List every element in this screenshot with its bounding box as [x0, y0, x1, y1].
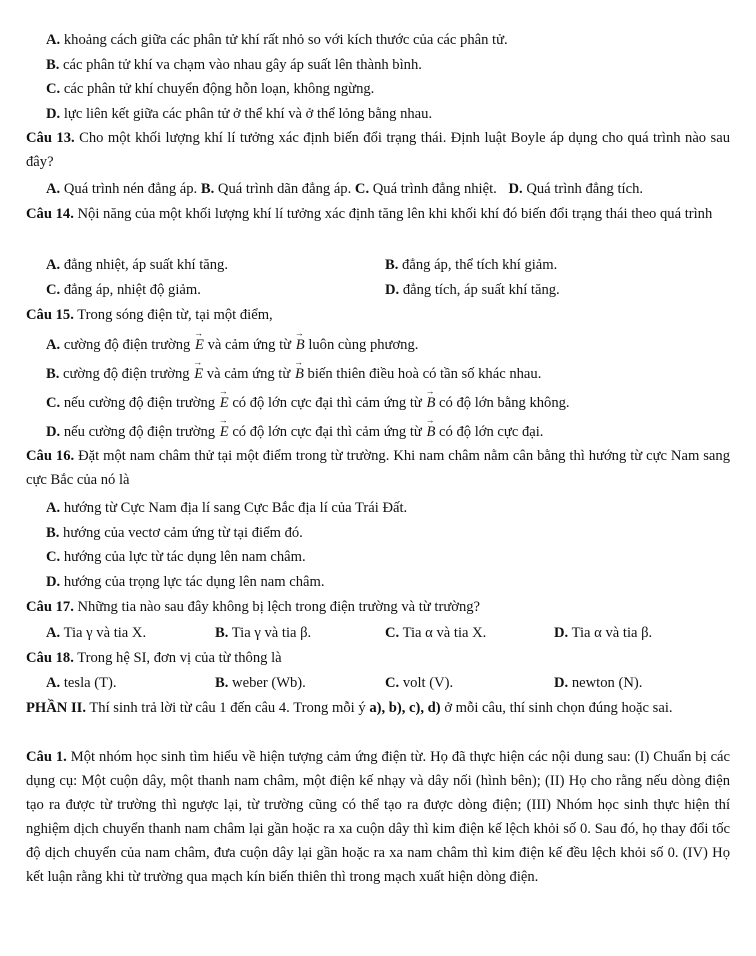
q17-option-b: B. Tia γ và tia β.	[215, 625, 312, 641]
q15-stem: Câu 15. Trong sóng điện từ, tại một điểm,	[26, 307, 273, 323]
q12-option-d: D. lực liên kết giữa các phân tử ở thể khí và ở thể lỏng bằng nhau.	[46, 106, 433, 122]
part2-instructions: PHẦN II. Thí sinh trả lời từ câu 1 đến câu 4. Trong mỗi ý a), b), c), d) ở mỗi câu, thí sinh chọn đúng hoặc sai.	[26, 700, 673, 716]
q17-stem: Câu 17. Những tia nào sau đây không bị lệch trong điện trường và từ trường?	[26, 599, 481, 615]
q13-stem: Câu 13. Cho một khối lượng khí lí tưởng xác định biến đổi trạng thái. Định luật Boyle áp dụng cho quá trình nào sau đây?	[26, 130, 731, 170]
q13-option-d: D. Quá trình đẳng tích.	[508, 181, 644, 197]
q12-option-c: C. các phân tử khí chuyển động hỗn loạn, không ngừng.	[46, 81, 375, 97]
q16-option-d: D. hướng của trọng lực tác dụng lên nam châm.	[46, 574, 325, 590]
q12-option-b: B. các phân tử khí va chạm vào nhau gây áp suất lên thành bình.	[46, 57, 422, 73]
q14-option-a: A. đẳng nhiệt, áp suất khí tăng.	[46, 257, 229, 273]
q13-option-a: A. Quá trình nén đẳng áp.	[46, 181, 198, 197]
q13-option-b: B. Quá trình dãn đẳng áp.	[200, 181, 352, 197]
q18-stem: Câu 18. Trong hệ SI, đơn vị của từ thông là	[26, 650, 282, 666]
q13-options	[46, 182, 730, 197]
q16-option-a: A. hướng từ Cực Nam địa lí sang Cực Bắc địa lí của Trái Đất.	[46, 500, 408, 516]
part2-question-1: Câu 1. Một nhóm học sinh tìm hiểu về hiện tượng cảm ứng điện từ. Họ đã thực hiện các nội dung sau: (I) Chuẩn bị các dụng cụ: Một cuộn dây, một thanh nam châm, một điện kế nhạy và dây nối (hình bên); (II) Họ cho rằng nếu dòng điện tạo ra được từ trường thì ngược lại, từ trường cũng có thể tạo ra được dòng điện; (III) Nhóm học sinh thực hiện thí nghiệm dịch chuyển thanh nam châm lại gần hoặc ra xa cuộn dây thì kim điện kế lệch khỏi số 0. Sau đó, họ thay đổi tốc độ dịch chuyển của nam châm, đưa cuộn dây lại gần hoặc ra xa nam châm thì kim điện kế đều lệch khỏi số 0. (IV) Họ kết luận rằng khi từ trường qua mạch kín biến thiên thì trong mạch xuất hiện dòng điện.	[26, 749, 731, 885]
q13-option-c: C. Quá trình đẳng nhiệt.	[354, 181, 497, 197]
q17-option-d: D. Tia α và tia β.	[554, 625, 653, 641]
q14-stem: Câu 14. Nội năng của một khối lượng khí lí tưởng xác định tăng lên khi khối khí đó biến đổi trạng thái theo quá trình	[26, 206, 713, 222]
q15-option-d: D. nếu cường độ điện trường → E có độ lớn cực đại thì cảm ứng từ → B có độ lớn cực đại.	[46, 425, 543, 440]
q18-option-a: A. tesla (T).	[46, 675, 117, 691]
q12-option-a: A. khoảng cách giữa các phân tử khí rất nhỏ so với kích thước của các phân tử.	[46, 32, 508, 48]
part2-title: PHẦN II.	[26, 700, 86, 716]
q16-stem: Câu 16. Đặt một nam châm thử tại một điểm trong từ trường. Khi nam châm nằm cân bằng thì hướng từ cực Nam sang cực Bắc của nó là	[26, 448, 731, 488]
q14-option-b: B. đẳng áp, thể tích khí giảm.	[385, 257, 558, 273]
q16-option-b: B. hướng của vectơ cảm ứng từ tại điểm đó.	[46, 525, 303, 541]
q15-option-b: B. cường độ điện trường → E và cảm ứng từ → B biến thiên điều hoà có tần số khác nhau.	[46, 367, 541, 382]
q18-option-c: C. volt (V).	[385, 675, 454, 691]
q17-option-a: A. Tia γ và tia X.	[46, 625, 147, 641]
q18-option-d: D. newton (N).	[554, 675, 643, 691]
q14-option-d: D. đẳng tích, áp suất khí tăng.	[385, 282, 560, 298]
q18-option-b: B. weber (Wb).	[215, 675, 306, 691]
q15-option-c: C. nếu cường độ điện trường → E có độ lớn cực đại thì cảm ứng từ → B có độ lớn bằng không.	[46, 396, 570, 411]
q16-option-c: C. hướng của lực từ tác dụng lên nam châm.	[46, 549, 306, 565]
q14-option-c: C. đẳng áp, nhiệt độ giảm.	[46, 282, 201, 298]
q15-option-a: A. cường độ điện trường → E và cảm ứng từ → B luôn cùng phương.	[46, 338, 418, 353]
q17-option-c: C. Tia α và tia X.	[385, 625, 487, 641]
